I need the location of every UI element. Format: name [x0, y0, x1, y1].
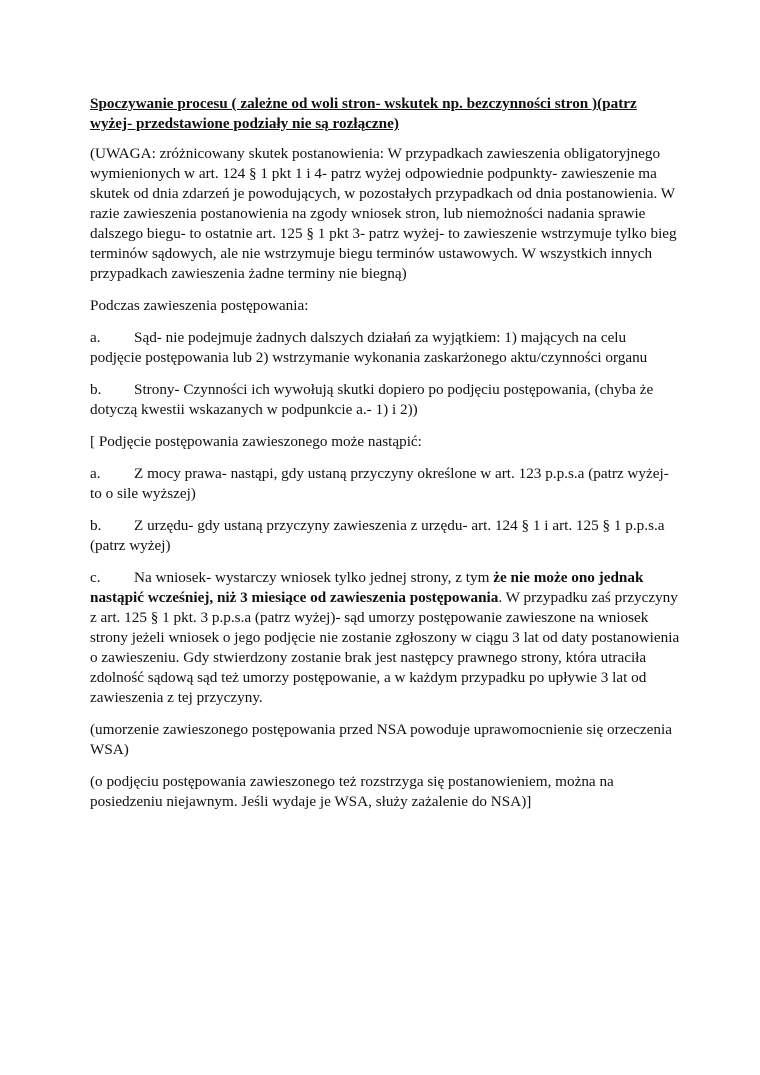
list-label: b. [90, 381, 102, 398]
parenthetical-note-2: (o podjęciu postępowania zawieszonego też rozstrzyga się postanowieniem, można na posiedzeniu niejawnym. Jeśli wydaje je WSA, służy zażalenie do NSA)] [90, 773, 614, 810]
list-item-text: Na wniosek- wystarczy wniosek tylko jednej strony, z tym [134, 569, 494, 586]
list-item-text: Z urzędu- gdy ustaną przyczyny zawieszenia z urzędu- art. 124 § 1 i art. 125 § 1 p.p.s.a (patrz wyżej) [90, 517, 665, 554]
resume-item-b [90, 516, 680, 556]
list-item-text: Sąd- nie podejmuje żadnych dalszych działań za wyjątkiem: 1) mających na celu podjęcie postępowania lub 2) wstrzymanie wykonania zaskarżonego aktu/czynności organu [90, 329, 648, 366]
list-item-text-continued: . W przypadku zaś przyczyny z art. 125 § 1 pkt. 3 p.p.s.a (patrz wyżej)- sąd umorzy postępowanie zawieszone na wniosek strony jeżeli wniosek o jego podjęcie nie zostanie zgłoszony w ciągu 3 lat od daty postanowienia o zawieszeniu. Gdy stwierdzony zostanie brak jest następcy prawnego strony, która utraciła zdolność sądową sąd też umorzy postępowanie, a w każdym przypadku po upływie 3 lat od zawieszenia z tej przyczyny. [90, 589, 680, 706]
parenthetical-note-1: (umorzenie zawieszonego postępowania przed NSA powoduje uprawomocnienie się orzeczenia WSA) [90, 721, 672, 758]
list-label: c. [90, 569, 101, 586]
during-item-a [90, 328, 680, 368]
list-item-text: Strony- Czynności ich wywołują skutki dopiero po podjęciu postępowania, (chyba że dotyczą kwestii wskazanych w podpunkcie a.- 1) i 2)) [90, 381, 654, 418]
list-item-text: Z mocy prawa- nastąpi, gdy ustaną przyczyny określone w art. 123 p.p.s.a (patrz wyżej- to o sile wyższej) [90, 465, 669, 502]
during-heading: Podczas zawieszenia postępowania: [90, 297, 309, 314]
document-body [90, 94, 680, 824]
resume-heading: [ Podjęcie postępowania zawieszonego może nastąpić: [90, 433, 422, 450]
note-paragraph: (UWAGA: zróżnicowany skutek postanowienia: W przypadkach zawieszenia obligatoryjnego wymienionych w art. 124 § 1 pkt 1 i 4- patrz wyżej odpowiednie podpunkty- zawieszenie ma skutek od dnia zdarzeń je powodujących, w pozostałych przypadkach od dnia postanowienia. W razie zawieszenia postanowienia na zgody wniosek stron, lub niemożności nadania sprawie dalszego biegu- to ostatnie art. 125 § 1 pkt 3- patrz wyżej- to zawieszenie wstrzymuje tylko bieg terminów sądowych, ale nie wstrzymuje biegu terminów ustawowych. W wszystkich innych przypadkach zawieszenia żadne terminy nie biegną) [90, 145, 677, 282]
resume-item-a [90, 464, 680, 504]
bold-emphasis: że nie może ono jednak nastąpić wcześniej, niż 3 miesiące od zawieszenia postępowania [90, 569, 644, 606]
section-title: Spoczywanie procesu ( zależne od woli stron- wskutek np. bezczynności stron )(patrz wyżej- przedstawione podziały nie są rozłączne) [90, 95, 637, 132]
during-item-b [90, 380, 680, 420]
list-label: b. [90, 517, 102, 534]
resume-item-c [90, 568, 680, 708]
list-label: a. [90, 329, 101, 346]
list-label: a. [90, 465, 101, 482]
